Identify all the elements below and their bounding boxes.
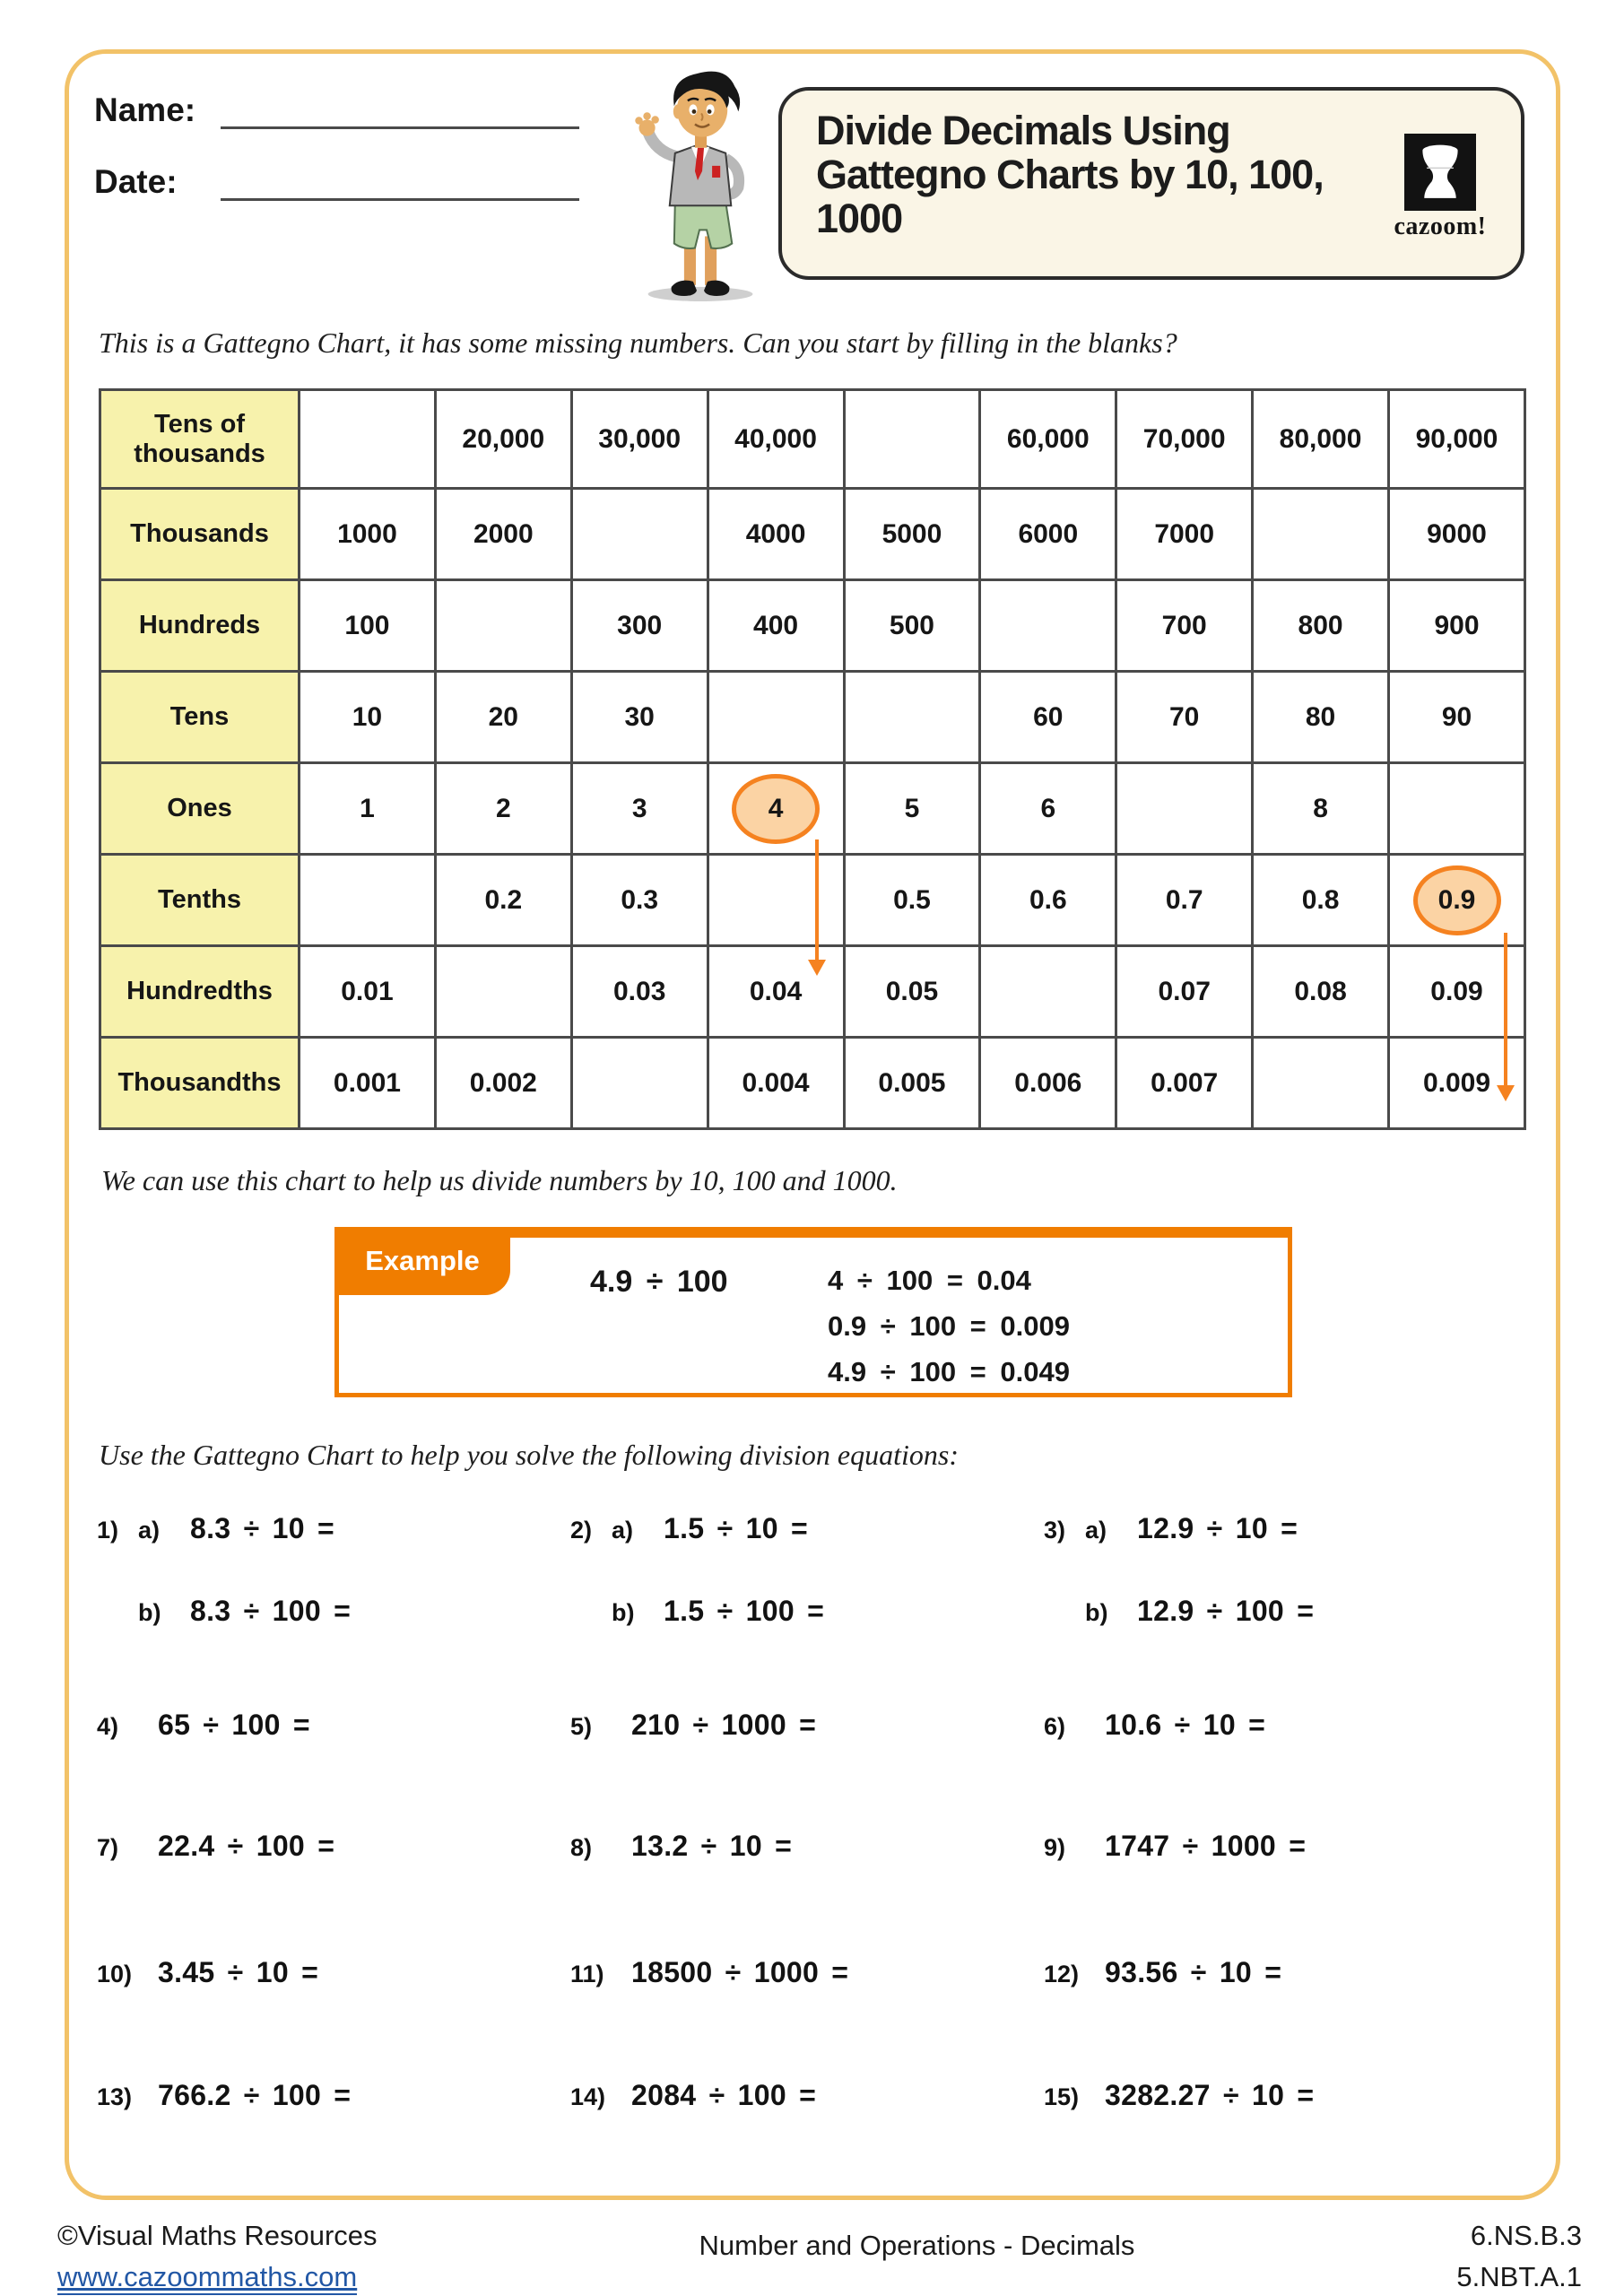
chart-value-cell (1116, 1038, 1253, 1129)
chart-value-cell (571, 855, 708, 946)
question-part-label: b) (138, 1599, 161, 1626)
standard-code: 6.NS.B.3 (1470, 2220, 1582, 2251)
chart-value: 1 (360, 793, 375, 823)
question-item (570, 2079, 1044, 2112)
question-item (570, 1830, 1044, 1863)
chart-value: 0.005 (878, 1067, 946, 1098)
chart-value-cell (300, 580, 436, 672)
chart-value: 8 (1313, 793, 1328, 823)
question-expression: 3282.27 ÷ 10 = (1105, 2079, 1315, 2111)
chart-value: 70 (1169, 701, 1200, 732)
chart-value: 4000 (745, 518, 806, 549)
chart-value-cell (1116, 855, 1253, 946)
question-item (570, 1512, 1044, 1545)
chart-value-cell (1389, 580, 1525, 672)
worksheet-title: Divide Decimals Using Gattegno Charts by 10, 100, 1000 (816, 108, 1324, 241)
logo-wordmark: cazoom! (1394, 213, 1487, 240)
question-number: 10) (97, 1961, 133, 1987)
chart-blank-cell (571, 489, 708, 580)
chart-value-cell (844, 580, 980, 672)
question-row (97, 1595, 1568, 1628)
chart-value: 5 (904, 793, 920, 823)
chart-value-cell (1253, 390, 1389, 489)
question-item (97, 1595, 570, 1628)
chart-blank-cell (844, 672, 980, 763)
chart-value: 0.2 (484, 884, 523, 915)
chart-value: 0.04 (749, 976, 803, 1006)
chart-value-cell (1253, 855, 1389, 946)
question-expression: 8.3 ÷ 100 = (190, 1595, 352, 1627)
question-number: 7) (97, 1834, 119, 1861)
chart-value: 300 (617, 610, 663, 640)
question-expression: 3.45 ÷ 10 = (158, 1956, 319, 1988)
chart-value: 100 (344, 610, 390, 640)
question-item (1044, 1595, 1517, 1628)
chart-value: 90 (1441, 701, 1472, 732)
chart-value: 70,000 (1142, 423, 1226, 454)
chart-value: 2 (495, 793, 511, 823)
chart-value: 0.07 (1158, 976, 1211, 1006)
question-item (570, 1956, 1044, 1989)
chart-value: 0.09 (1430, 976, 1483, 1006)
question-item (1044, 2079, 1517, 2112)
chart-blank-cell (708, 672, 844, 763)
chart-row (100, 580, 1525, 672)
footer-left (57, 2215, 378, 2296)
question-expression: 12.9 ÷ 10 = (1137, 1512, 1298, 1544)
chart-value: 7000 (1154, 518, 1215, 549)
chart-value-cell (571, 390, 708, 489)
chart-value-cell (435, 489, 571, 580)
question-expression: 2084 ÷ 100 = (631, 2079, 817, 2111)
question-expression: 1.5 ÷ 10 = (664, 1512, 808, 1544)
chart-blank-cell (300, 390, 436, 489)
chart-blank-cell (571, 1038, 708, 1129)
chart-value-cell (980, 390, 1116, 489)
question-number: 4) (97, 1713, 119, 1740)
name-input-line (221, 90, 579, 129)
division-arrow-head (1497, 1085, 1515, 1101)
chart-value-cell (300, 672, 436, 763)
question-item (1044, 1956, 1517, 1989)
question-row (97, 1512, 1568, 1545)
chart-value-cell (708, 489, 844, 580)
question-expression: 22.4 ÷ 100 = (158, 1830, 335, 1862)
chart-value: 0.03 (612, 976, 666, 1006)
chart-value: 10 (352, 701, 383, 732)
chart-value: 1000 (337, 518, 397, 549)
question-number: 14) (570, 2083, 606, 2110)
name-field-row (94, 90, 579, 129)
djembe-drum-icon (1404, 134, 1476, 211)
chart-value-cell (300, 489, 436, 580)
chart-value-cell (708, 390, 844, 489)
chart-value: 0.3 (621, 884, 659, 915)
chart-value: 700 (1161, 610, 1207, 640)
footer-category: Number and Operations - Decimals (699, 2230, 1135, 2261)
chart-value-cell (571, 763, 708, 855)
chart-value-cell (435, 1038, 571, 1129)
division-arrow (1504, 933, 1507, 1088)
question-number: 12) (1044, 1961, 1080, 1987)
chart-value: 0.009 (1422, 1067, 1491, 1098)
row-header-cell: Tenths (100, 855, 300, 946)
question-number: 5) (570, 1713, 593, 1740)
division-arrow-head (808, 960, 826, 976)
cartoon-boy-illustration (617, 59, 780, 303)
chart-value-cell (1116, 390, 1253, 489)
question-item (570, 1595, 1044, 1628)
question-part-label: b) (1085, 1599, 1108, 1626)
chart-value: 0.5 (893, 884, 931, 915)
question-part-label: a) (612, 1517, 634, 1544)
chart-value-cell (435, 855, 571, 946)
chart-value: 90,000 (1415, 423, 1498, 454)
example-step: 0.9 ÷ 100 = 0.009 (828, 1310, 1070, 1342)
chart-value: 6000 (1018, 518, 1079, 549)
question-item (97, 1830, 570, 1863)
chart-value: 0.01 (341, 976, 394, 1006)
question-expression: 65 ÷ 100 = (158, 1709, 310, 1741)
chart-value-cell (300, 763, 436, 855)
question-item (1044, 1709, 1517, 1742)
chart-blank-cell (435, 946, 571, 1038)
question-item (97, 1956, 570, 1989)
chart-value-cell (1116, 672, 1253, 763)
question-expression: 93.56 ÷ 10 = (1105, 1956, 1282, 1988)
chart-blank-cell (1389, 763, 1525, 855)
chart-value: 0.08 (1294, 976, 1347, 1006)
row-header-cell: Thousands (100, 489, 300, 580)
question-number: 11) (570, 1961, 604, 1987)
chart-value: 30,000 (598, 423, 682, 454)
question-expression: 766.2 ÷ 100 = (158, 2079, 352, 2111)
question-number: 1) (97, 1517, 119, 1544)
standard-code: 5.NBT.A.1 (1456, 2261, 1582, 2292)
question-number: 8) (570, 1834, 593, 1861)
chart-value-cell (300, 946, 436, 1038)
cazoom-logo (1383, 134, 1498, 241)
chart-intro-text: This is a Gattegno Chart, it has some missing numbers. Can you start by filling in the blanks? (99, 326, 1177, 359)
chart-row (100, 390, 1525, 489)
question-expression: 210 ÷ 1000 = (631, 1709, 817, 1741)
copyright-text: ©Visual Maths Resources (57, 2220, 378, 2251)
row-header-cell: Thousandths (100, 1038, 300, 1129)
question-expression: 1747 ÷ 1000 = (1105, 1830, 1307, 1862)
question-number: 13) (97, 2083, 133, 2110)
row-header-cell: Hundreds (100, 580, 300, 672)
chart-blank-cell (708, 855, 844, 946)
example-box (334, 1227, 1292, 1397)
gattegno-chart-table (99, 388, 1526, 1130)
question-number: 9) (1044, 1834, 1066, 1861)
chart-value: 60,000 (1006, 423, 1090, 454)
question-item (1044, 1512, 1517, 1545)
chart-value: 6 (1040, 793, 1056, 823)
chart-value: 3 (631, 793, 647, 823)
chart-blank-cell (300, 855, 436, 946)
gattegno-chart (99, 388, 1526, 1130)
chart-value-cell (571, 580, 708, 672)
example-step: 4.9 ÷ 100 = 0.049 (828, 1356, 1070, 1387)
question-part-label: a) (138, 1517, 161, 1544)
chart-value: 40,000 (734, 423, 817, 454)
question-row (97, 1830, 1568, 1863)
chart-value: 400 (753, 610, 799, 640)
chart-row (100, 672, 1525, 763)
chart-value: 900 (1434, 610, 1480, 640)
date-label: Date: (94, 163, 178, 200)
question-row (97, 1956, 1568, 1989)
chart-value: 5000 (881, 518, 942, 549)
chart-value: 0.001 (333, 1067, 401, 1098)
divide-intro-text: We can use this chart to help us divide numbers by 10, 100 and 1000. (101, 1164, 898, 1196)
chart-value-cell (435, 763, 571, 855)
question-row (97, 1709, 1568, 1742)
chart-value-cell (980, 1038, 1116, 1129)
chart-value-cell (300, 1038, 436, 1129)
chart-value-cell (708, 763, 844, 855)
title-box (778, 87, 1524, 280)
highlighted-value-circle: 4 (732, 774, 820, 844)
chart-value-cell (1253, 763, 1389, 855)
example-tab: Example (334, 1227, 510, 1295)
example-steps (828, 1257, 1070, 1395)
question-number: 2) (570, 1517, 593, 1544)
row-header-cell: Tens of thousands (100, 390, 300, 489)
chart-value-cell (1389, 390, 1525, 489)
chart-value: 800 (1298, 610, 1343, 640)
row-header-cell: Tens (100, 672, 300, 763)
chart-row (100, 489, 1525, 580)
question-row (97, 2079, 1568, 2112)
question-expression: 1.5 ÷ 100 = (664, 1595, 825, 1627)
chart-blank-cell (1253, 1038, 1389, 1129)
question-number: 3) (1044, 1517, 1066, 1544)
chart-value: 0.8 (1301, 884, 1340, 915)
chart-value-cell (1389, 672, 1525, 763)
question-item (97, 2079, 570, 2112)
chart-blank-cell (980, 580, 1116, 672)
chart-blank-cell (1253, 489, 1389, 580)
chart-value: 0.007 (1151, 1067, 1219, 1098)
chart-value-cell (1116, 489, 1253, 580)
page-footer (57, 2215, 1582, 2296)
chart-value-cell (1389, 489, 1525, 580)
chart-value-cell (844, 1038, 980, 1129)
chart-value: 0.7 (1165, 884, 1203, 915)
question-item (97, 1709, 570, 1742)
chart-value-cell (844, 763, 980, 855)
chart-value: 0.002 (469, 1067, 537, 1098)
question-expression: 12.9 ÷ 100 = (1137, 1595, 1315, 1627)
chart-value-cell (844, 855, 980, 946)
chart-value: 500 (889, 610, 934, 640)
chart-value-cell (980, 763, 1116, 855)
chart-blank-cell (1116, 763, 1253, 855)
name-label: Name: (94, 91, 196, 128)
chart-value: 0.05 (885, 976, 939, 1006)
chart-value: 9000 (1427, 518, 1487, 549)
question-item (570, 1709, 1044, 1742)
chart-value: 80,000 (1279, 423, 1362, 454)
chart-value: 20,000 (462, 423, 545, 454)
chart-value-cell (844, 946, 980, 1038)
chart-value: 80 (1305, 701, 1336, 732)
row-header-cell: Ones (100, 763, 300, 855)
chart-value-cell (980, 672, 1116, 763)
chart-row (100, 1038, 1525, 1129)
question-number: 15) (1044, 2083, 1080, 2110)
chart-row (100, 855, 1525, 946)
chart-blank-cell (435, 580, 571, 672)
example-step: 4 ÷ 100 = 0.04 (828, 1265, 1031, 1296)
questions-intro-text: Use the Gattegno Chart to help you solve the following division equations: (99, 1439, 959, 1471)
question-expression: 18500 ÷ 1000 = (631, 1956, 849, 1988)
chart-value: 0.004 (742, 1067, 810, 1098)
chart-value: 2000 (473, 518, 534, 549)
chart-value-cell (980, 855, 1116, 946)
chart-value-cell (708, 1038, 844, 1129)
chart-value-cell (1253, 672, 1389, 763)
chart-row (100, 763, 1525, 855)
chart-value-cell (980, 489, 1116, 580)
row-header-cell: Hundredths (100, 946, 300, 1038)
website-link[interactable]: www.cazoommaths.com (57, 2261, 357, 2295)
chart-value-cell (1253, 946, 1389, 1038)
question-part-label: b) (612, 1599, 635, 1626)
chart-value-cell (571, 946, 708, 1038)
chart-value-cell (1253, 580, 1389, 672)
chart-value: 30 (624, 701, 655, 732)
date-input-line (221, 161, 579, 201)
chart-value: 20 (488, 701, 518, 732)
date-field-row (94, 161, 579, 201)
chart-value: 0.6 (1029, 884, 1067, 915)
chart-value: 60 (1033, 701, 1064, 732)
chart-value-cell (1116, 580, 1253, 672)
chart-value-cell (435, 672, 571, 763)
chart-value: 0.006 (1014, 1067, 1082, 1098)
question-expression: 10.6 ÷ 10 = (1105, 1709, 1266, 1741)
chart-value-cell (708, 580, 844, 672)
question-number: 6) (1044, 1713, 1066, 1740)
standards-codes (1456, 2215, 1582, 2296)
chart-value-cell (435, 390, 571, 489)
chart-value-cell (571, 672, 708, 763)
example-problem: 4.9 ÷ 100 (590, 1265, 728, 1299)
division-arrow (815, 839, 819, 962)
chart-value-cell (1116, 946, 1253, 1038)
chart-blank-cell (980, 946, 1116, 1038)
question-item (97, 1512, 570, 1545)
question-item (1044, 1830, 1517, 1863)
question-expression: 13.2 ÷ 10 = (631, 1830, 793, 1862)
question-expression: 8.3 ÷ 10 = (190, 1512, 334, 1544)
chart-value-cell (844, 489, 980, 580)
chart-blank-cell (844, 390, 980, 489)
question-part-label: a) (1085, 1517, 1107, 1544)
highlighted-value-circle: 0.9 (1413, 865, 1501, 935)
